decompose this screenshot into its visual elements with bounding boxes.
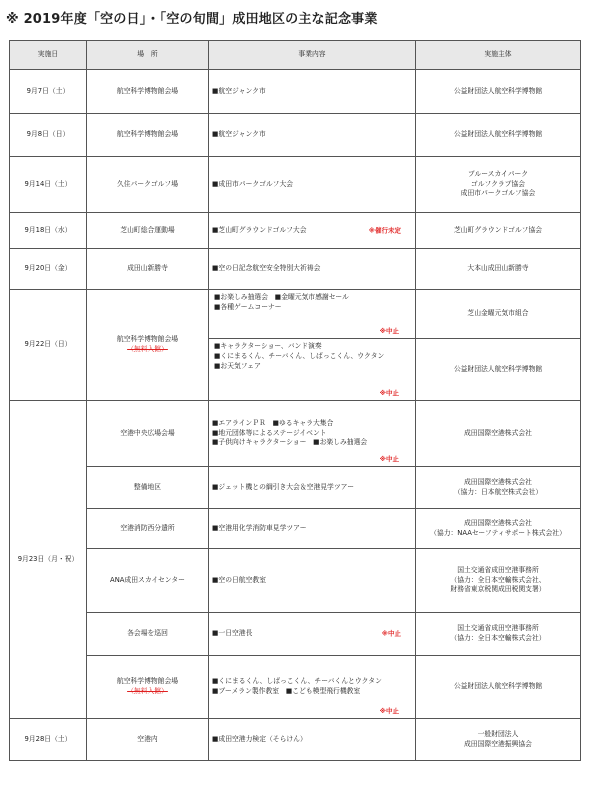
organizer-cell: 成田国際空港株式会社 bbox=[416, 401, 581, 467]
table-header-row bbox=[10, 41, 581, 70]
event-line: ■くにまるくん、チーバくん、しばっこくん、ウクタン bbox=[214, 351, 385, 360]
event-cell: ■空港用化学消防車見学ツアー bbox=[209, 509, 416, 549]
event-cell: ■空の日記念航空安全特別大祈祷会 bbox=[209, 249, 416, 290]
place-cell: 航空科学博物館会場 bbox=[87, 70, 209, 114]
header-organizer: 実施主体 bbox=[416, 41, 581, 70]
event-cell bbox=[209, 401, 416, 467]
status-note: ※中止 bbox=[379, 454, 399, 463]
header-event: 事業内容 bbox=[209, 41, 416, 70]
header-date: 実施日 bbox=[10, 41, 87, 70]
event-line: ■キャラクターショー、バンド演奏 bbox=[214, 342, 322, 350]
event-line: ■くにまるくん、しばっこくん、チーバくんとウクタン bbox=[212, 677, 382, 686]
place-cell: ANA成田スカイセンター bbox=[87, 549, 209, 613]
place-cell: 空港内 bbox=[87, 719, 209, 761]
date-cell: 9月14日（土） bbox=[10, 157, 87, 213]
organizer-cell: 公益財団法人航空科学博物館 bbox=[416, 70, 581, 114]
place-cell: 空港中央広場会場 bbox=[87, 401, 209, 467]
date-cell: 9月20日（金） bbox=[10, 249, 87, 290]
event-line: ■お楽しみ抽選会 ■金曜元気市感謝セール bbox=[214, 293, 349, 301]
table-row bbox=[10, 549, 581, 613]
event-sub-block bbox=[209, 290, 415, 338]
organizer-line: ゴルフクラブ協会 bbox=[470, 179, 526, 188]
organizer-line: 国土交通省成田空港事務所 bbox=[457, 565, 539, 574]
page-title: ※ 2019年度「空の日」・「空の旬間」成田地区の主な記念事業 bbox=[6, 12, 378, 27]
event-cell: ■空の日航空教室 bbox=[209, 549, 416, 613]
organizer-line: （協力：全日本空輸株式会社） bbox=[450, 634, 546, 642]
status-note: ※催行未定 bbox=[368, 225, 401, 234]
date-cell: 9月7日（土） bbox=[10, 70, 87, 114]
header-place: 場 所 bbox=[87, 41, 209, 70]
table-row bbox=[10, 401, 581, 467]
organizer-sub-block: 公益財団法人航空科学博物館 bbox=[416, 338, 580, 400]
organizer-cell: 公益財団法人航空科学博物館 bbox=[416, 656, 581, 719]
place-cell: 久住パークゴルフ場 bbox=[87, 157, 209, 213]
organizer-line: 国土交通省成田空港事務所 bbox=[457, 624, 539, 633]
organizer-cell bbox=[416, 613, 581, 656]
place-cell: 各会場を巡回 bbox=[87, 613, 209, 656]
organizer-line: （協力：日本航空株式会社） bbox=[453, 487, 543, 496]
organizer-line: 成田国際空港振興協会 bbox=[464, 739, 532, 748]
status-note: ※中止 bbox=[379, 326, 399, 335]
place-cell: 空港消防西分遣所 bbox=[87, 509, 209, 549]
date-cell: 9月8日（日） bbox=[10, 114, 87, 157]
organizer-line: （協力：NAAセーフティサポート株式会社） bbox=[430, 528, 566, 537]
place-cell: 成田山新勝寺 bbox=[87, 249, 209, 290]
place-cell bbox=[87, 290, 209, 401]
organizer-line: 成田市パークゴルフ協会 bbox=[460, 189, 536, 198]
table-row bbox=[10, 719, 581, 761]
status-note: ※中止 bbox=[381, 629, 401, 638]
organizer-cell bbox=[416, 290, 581, 401]
struck-free-admission: （無料入館） bbox=[127, 687, 168, 695]
table-row bbox=[10, 656, 581, 719]
organizer-line: 財務省東京税関成田税関支署） bbox=[450, 585, 546, 594]
place-text: 航空科学博物館会場 bbox=[116, 335, 179, 344]
table-row bbox=[10, 290, 581, 401]
table-row bbox=[10, 613, 581, 656]
event-cell bbox=[209, 290, 416, 401]
event-line: ■ブーメラン製作教室 ■こども模型飛行機教室 bbox=[212, 687, 361, 695]
table-row bbox=[10, 509, 581, 549]
event-cell: ■ジェット機との綱引き大会＆空港見学ツアー bbox=[209, 467, 416, 509]
table-row bbox=[10, 467, 581, 509]
place-text: 航空科学博物館会場 bbox=[116, 677, 179, 686]
event-cell: ■航空ジャンク市 bbox=[209, 70, 416, 114]
organizer-cell: 大本山成田山新勝寺 bbox=[416, 249, 581, 290]
event-line: ■エアラインＰＲ ■ゆるキャラ大集合 bbox=[212, 418, 334, 427]
organizer-line: ブルースカイパーク bbox=[467, 169, 529, 178]
table-row bbox=[10, 213, 581, 249]
event-line: ■各種ゲームコーナー bbox=[214, 302, 282, 311]
organizer-cell: 公益財団法人航空科学博物館 bbox=[416, 114, 581, 157]
status-note: ※中止 bbox=[379, 706, 399, 715]
organizer-line: 成田国際空港株式会社 bbox=[464, 477, 532, 486]
event-line: ■お天気フェア bbox=[214, 361, 261, 370]
event-schedule-table bbox=[9, 40, 581, 761]
event-text: ■芝山町グラウンドゴルフ大会 bbox=[212, 225, 307, 234]
organizer-line: 成田国際空港株式会社 bbox=[464, 518, 532, 527]
table-row bbox=[10, 249, 581, 290]
event-cell bbox=[209, 213, 416, 249]
date-cell: 9月18日（水） bbox=[10, 213, 87, 249]
place-cell: 芝山町総合運動場 bbox=[87, 213, 209, 249]
struck-free-admission: （無料入館） bbox=[127, 345, 168, 353]
organizer-line: 一般財団法人 bbox=[477, 729, 519, 738]
organizer-line: （協力：全日本空輸株式会社、 bbox=[450, 575, 546, 584]
organizer-cell bbox=[416, 157, 581, 213]
organizer-cell: 芝山町グラウンドゴルフ協会 bbox=[416, 213, 581, 249]
event-line: ■子供向けキャラクターショー ■お楽しみ抽選会 bbox=[212, 438, 368, 447]
event-cell: ■成田空港力検定（そらけん） bbox=[209, 719, 416, 761]
status-note: ※中止 bbox=[379, 388, 399, 397]
table-row bbox=[10, 157, 581, 213]
event-line: ■地元団体等によるステージイベント bbox=[212, 428, 327, 437]
place-cell: 航空科学博物館会場 bbox=[87, 114, 209, 157]
event-cell bbox=[209, 656, 416, 719]
date-cell: 9月28日（土） bbox=[10, 719, 87, 761]
table-row bbox=[10, 70, 581, 114]
event-sub-block bbox=[209, 338, 415, 400]
event-cell: ■航空ジャンク市 bbox=[209, 114, 416, 157]
date-cell: 9月22日（日） bbox=[10, 290, 87, 401]
organizer-cell bbox=[416, 509, 581, 549]
place-cell bbox=[87, 656, 209, 719]
table-row bbox=[10, 114, 581, 157]
organizer-cell bbox=[416, 549, 581, 613]
organizer-cell bbox=[416, 719, 581, 761]
event-cell bbox=[209, 613, 416, 656]
event-cell: ■成田市パークゴルフ大会 bbox=[209, 157, 416, 213]
event-text: ■一日空港長 bbox=[212, 629, 253, 638]
place-cell: 整備地区 bbox=[87, 467, 209, 509]
date-cell: 9月23日（月・祝） bbox=[10, 401, 87, 719]
organizer-sub-block: 芝山金曜元気市組合 bbox=[467, 309, 529, 318]
organizer-cell bbox=[416, 467, 581, 509]
